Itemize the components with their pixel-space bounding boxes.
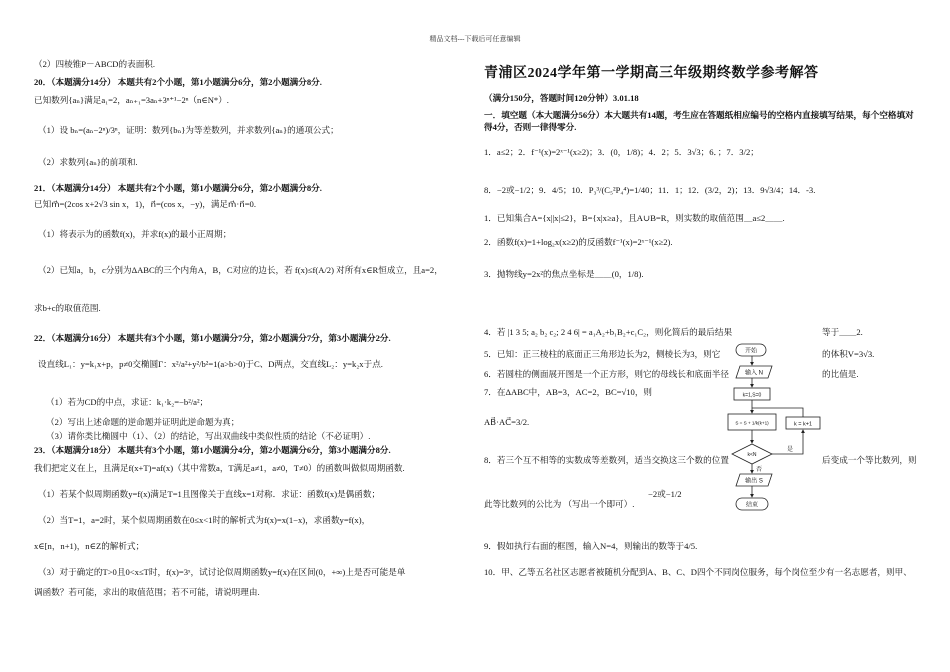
flow-input-label: 输入 N xyxy=(744,370,764,377)
flow-incr-label: k = k+1 xyxy=(793,421,813,428)
problem-22-heading: 22．（本题满分16分） 本题共有3个小题，第1小题满分7分，第2小题满分7分，第3小题满分2分. xyxy=(34,333,391,343)
q6-answer: 的比值是. xyxy=(822,369,859,379)
problem-22-statement: 设直线L₁：y=k₁x+p，p≠0交椭圆Γ：x²/a²+y²/b²=1(a>b>0)于C、D两点，交直线L₂：y=k₂x于点. xyxy=(38,359,383,369)
problem-20-heading: 20．（本题满分14分） 本题共有2个小题，第1小题满分6分，第2小题满分8分. xyxy=(34,77,322,87)
flow-cond-label: k<N xyxy=(747,452,757,458)
flow-start-label: 开始 xyxy=(744,348,758,355)
flow-output-label: 输出 S xyxy=(745,478,763,485)
q7-solution: 7．在ΔABC中，AB=3，AC=2，BC=√10，则 xyxy=(484,387,653,397)
problem-21-statement: 已知m⃗=(2cos x+2√3 sin x，1)，n⃗=(cos x，−y)，满足m⃗·n⃗=0. xyxy=(34,199,256,209)
flow-init-label: k=1,S=0 xyxy=(742,392,762,399)
problem-19-part2: （2）四棱锥P－ABCD的表面积. xyxy=(34,59,156,69)
q1-solution: 1．已知集合A={x||x|≤2}，B={x|x≥a}，且A∪B=R，则实数的取值范围＿a≤2＿＿. xyxy=(484,213,785,223)
q8-answer: −2或−1/2 xyxy=(648,489,682,499)
problem-23-part3: （3）对于确定的T>0且0<x≤T时，f(x)=3ˣ，试讨论似周期函数y=f(x)在区间(0，+∞)上是否可能是单 xyxy=(38,567,406,577)
problem-23-part1: （1）若某个似周期函数y=f(x)满足T=1且图像关于直线x=1对称．求证：函数f(x)是偶函数； xyxy=(38,489,381,499)
problem-21-part2-cont: 求b+c的取值范围. xyxy=(34,303,101,313)
flowchart xyxy=(726,340,822,516)
q2-solution: 2．函数f(x)=1+log₂x(x≥2)的反函数f⁻¹(x)=2ˣ⁻¹(x≥2). xyxy=(484,237,673,247)
q8-solution-end: 此等比数列的公比为 （写出一个即可）. xyxy=(484,499,635,509)
q9-solution: 9．假如执行右面的框图，输入N=4，则输出的数等于4/5. xyxy=(484,541,698,551)
q7-answer: AB⃗·AC⃗=3/2. xyxy=(484,417,530,427)
problem-20-part1: （1）设 bₙ=(aₙ−2ⁿ)/3ⁿ，证明：数列{bₙ}为等差数列，并求数列{aₙ}的通项公式； xyxy=(38,125,339,135)
q3-solution: 3．抛物线y=2x²的焦点坐标是＿＿(0，1/8). xyxy=(484,269,644,279)
problem-23-part2-cont: x∈[n，n+1)，n∈Z的解析式； xyxy=(34,541,145,551)
exam-info: （满分150分，答题时间120分钟）3.01.18 xyxy=(484,93,639,103)
problem-22-part1: （1）若为CD的中点，求证：k₁·k₂=−b²/a²； xyxy=(46,397,209,407)
q5-answer: 的体积V=3√3. xyxy=(822,349,875,359)
page-header: 精品文档---下载后可任意编辑 xyxy=(429,35,521,43)
flow-update-label: S = S + 1/k(k+1) xyxy=(735,420,769,426)
problem-23-part3-cont: 调函数？若可能，求出的取值范围；若不可能，请说明理由. xyxy=(34,587,260,597)
q10-statement: 10．甲、乙等五名社区志愿者被随机分配到A、B、C、D四个不同岗位服务，每个岗位至少有一名志愿者，则甲、 xyxy=(484,567,912,577)
problem-23-part2: （2）当T=1，a=2时，某个似周期函数在0≤x<1时的解析式为f(x)=x(1−x)，求函数y=f(x)， xyxy=(38,515,371,525)
problem-21-part2: （2）已知a，b，c分别为ΔABC的三个内角A，B，C对应的边长，若 f(x)≤f(A/2) 对所有x∈R恒成立，且a=2， xyxy=(38,265,443,275)
problem-21-part1: （1）将表示为的函数f(x)，并求f(x)的最小正周期； xyxy=(38,229,232,239)
problem-20-part2: （2）求数列{aₙ}的前项和. xyxy=(38,157,138,167)
flow-end-label: 结束 xyxy=(745,502,759,509)
problem-23-statement: 我们把定义在上，且满足f(x+T)=af(x)（其中常数a，T满足a≠1，a≠0，T≠0）的函数叫做似周期函数. xyxy=(34,463,405,473)
q4-answer: 等于＿＿2. xyxy=(822,327,863,337)
q5-solution: 5．已知：正三棱柱的底面正三角形边长为2，侧棱长为3，则它 xyxy=(484,349,721,359)
flow-no-label: 否 xyxy=(755,467,763,473)
section-1-heading-cont: 得4分，否则一律得零分. xyxy=(484,122,577,132)
problem-22-part2: （2）写出上述命题的逆命题并证明此逆命题为真； xyxy=(46,417,240,427)
answers-row-2: 8．−2或−1/2；9．4/5；10．P₃³/(C₅²P₄⁴)=1/40；11．1；12．(3/2，2)；13．9√3/4；14．-3. xyxy=(484,185,816,195)
problem-22-part3: （3）请你类比椭圆中（1）、（2）的结论，写出双曲线中类似性质的结论（不必证明）. xyxy=(46,431,371,441)
answer-title: 青浦区2024学年第一学期高三年级期终数学参考解答 xyxy=(484,66,819,81)
section-1-heading: 一．填空题（本大题满分56分）本大题共有14题，考生应在答题纸相应编号的空格内直接填写结果，每个空格填对 xyxy=(484,110,914,120)
answers-row-1: 1．a≤2；2．f⁻¹(x)=2ˣ⁻¹(x≥2)；3．(0，1/8)；4．2；5．3√3；6．；7．3/2； xyxy=(484,147,759,157)
q8-solution-cont: 后变成一个等比数列，则 xyxy=(822,455,917,465)
flow-yes-label: 是 xyxy=(786,447,794,453)
q4-solution: 4．若 |1 3 5; a₂ b₂ c₂; 2 4 6| = a₁A₂+b₁B₂+c₁C₂，则化简后的最后结果 xyxy=(484,327,733,337)
problem-21-heading: 21．（本题满分14分） 本题共有2个小题，第1小题满分6分，第2小题满分8分. xyxy=(34,183,322,193)
problem-20-statement: 已知数列{aₙ}满足a₁=2，aₙ₊₁=3aₙ+3ⁿ⁺¹−2ⁿ（n∈N*）. xyxy=(34,95,229,105)
q8-solution: 8．若三个互不相等的实数成等差数列，适当交换这三个数的位置 xyxy=(484,455,729,465)
problem-23-heading: 23．（本题满分18分） 本题共有3个小题，第1小题满分4分，第2小题满分6分，第3小题满分8分. xyxy=(34,445,391,455)
q6-solution: 6．若圆柱的侧面展开图是一个正方形，则它的母线长和底面半径 xyxy=(484,369,729,379)
